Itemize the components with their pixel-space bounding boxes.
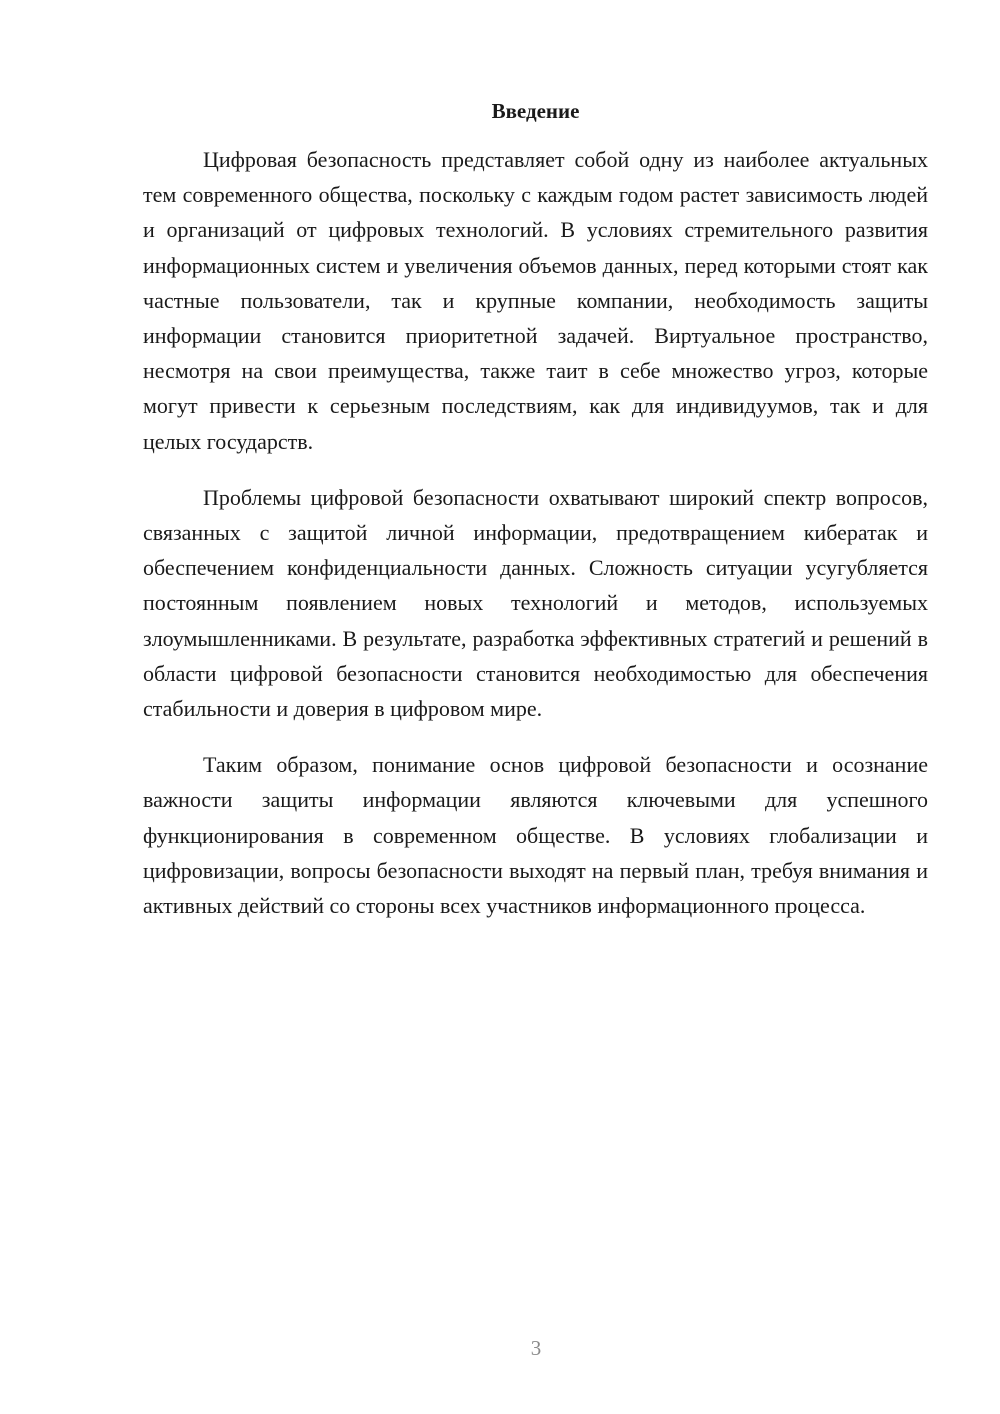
paragraph-2: Проблемы цифровой безопасности охватывают широкий спектр вопросов, связанных с защитой личной информации, предотвращением кибератак и обеспечением конфиденциальности данных. Сложность ситуации усугубляется постоянным появлением новых технологий и методов, используемых злоумышленниками. В результате, разработка эффективных стратегий и решений в области цифровой безопасности становится необходимостью для обеспечения стабильности и доверия в цифровом мире. [143,484,928,722]
page-number: 3 [530,1336,542,1360]
section-title: Введение [491,99,580,123]
body-text [143,142,928,944]
paragraph-1: Цифровая безопасность представляет собой одну из наиболее актуальных тем современного общества, поскольку с каждым годом растет зависимость людей и организаций от цифровых технологий. В условиях стремительного развития информационных систем и увеличения объемов данных, перед которыми стоят как частные пользователи, так и крупные компании, необходимость защиты информации становится приоритетной задачей. Виртуальное пространство, несмотря на свои преимущества, также таит в себе множество угроз, которые могут привести к серьезным последствиям, как для индивидуумов, так и для целых государств. [143,147,928,454]
paragraph-3: Таким образом, понимание основ цифровой безопасности и осознание важности защиты информации являются ключевыми для успешного функционирования в современном обществе. В условиях глобализации и цифровизации, вопросы безопасности выходят на первый план, требуя внимания и активных действий со стороны всех участников информационного процесса. [143,752,928,919]
